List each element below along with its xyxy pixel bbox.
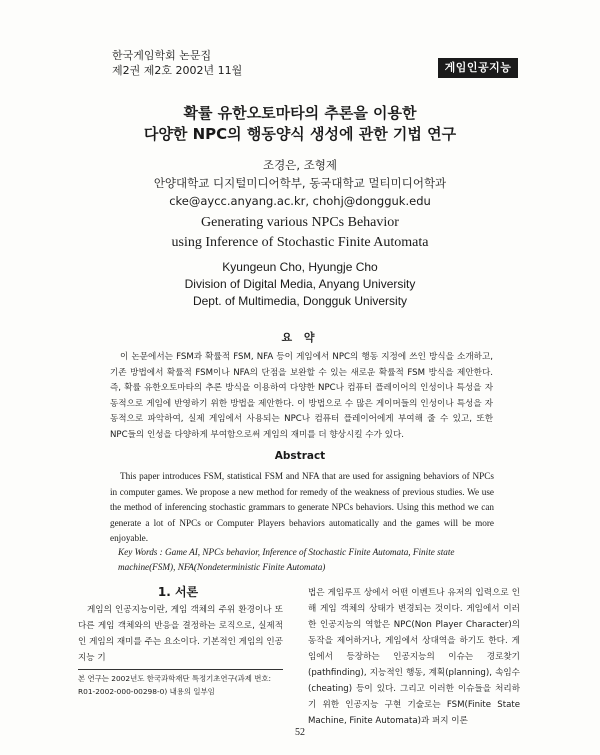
footnote-line-1: 본 연구는 2002년도 한국과학재단 특정기초연구(과제 번호: <box>78 674 271 683</box>
english-affiliation-2: Dept. of Multimedia, Dongguk University <box>192 294 408 308</box>
korean-title-line-2: 다양한 NPC의 행동양식 생성에 관한 기법 연구 <box>143 125 457 143</box>
english-abstract-text: This paper introduces FSM, statistical FSM and NFA that are used for assigning behaviors of NPCs in computer games. We propose a new method for remedy of the weakness of previous studies. We use the method of inferencing stochastic grammars to generate NPCs behaviors. Using this method we can generate a lot of NPCs or Computer Players behaviors automatically and the games will be more enjoyable. <box>110 471 494 543</box>
body-right-text: 법은 게임루프 상에서 어떤 이벤트나 유저의 입력으로 인해 게임 객체의 상태가 변경되는 것이다. 게임에서 이러한 인공지능의 역할은 NPC(Non Player Character)의 동작을 제어하거나, 게임에서 상대역을 하기도 한다. 게임에서 등장하는 인공지능의 이슈는 경로찾기(pathfinding), 지능적인 행동, 계획(planning), 속임수(cheating) 등이 있다. 그리고 이러한 이슈들을 처리하기 위한 인공지능 구현 기술로는 FSM(Finite State Machine, Finite Automata)과 퍼지 이론 <box>308 588 520 726</box>
korean-abstract-text: 이 논문에서는 FSM과 확률적 FSM, NFA 등이 게임에서 NPC의 행동 지정에 쓰인 방식을 소개하고, 기존 방법에서 확률적 FSM이나 NFA의 단점을 보완할 수 있는 새로운 확률적 FSM 방식을 제안한다. 즉, 확률 유한오토마타의 추론 방식을 이용하여 다양한 NPC나 컴퓨터 플레이어의 인성이나 특성을 자동적으로 게임에 반영하기 위한 방법을 제안한다. 이 방법으로 수 많은 게이머들의 인성이나 특성을 자동적으로 파악하여, 실제 게임에서 사용되는 NPC나 컴퓨터 플레이어에게 부여해 줄 수 있고, 또한 NPC들의 인성을 다양하게 부여함으로써 게임의 재미를 더 향상시킬 수가 있다. <box>110 352 493 440</box>
body-left-text: 게임의 인공지능이란, 게임 객체의 주위 환경이나 또 다른 게임 객체와의 반응을 결정하는 로직으로, 실제적인 게임의 재미를 주는 요소이다. 기본적인 게임의 인공지능 기 <box>78 605 283 663</box>
korean-title <box>0 103 600 145</box>
english-abstract-heading: Abstract <box>274 450 326 462</box>
english-affiliation-1: Division of Digital Media, Anyang University <box>184 277 416 291</box>
category-badge: 게임인공지능 <box>438 58 518 78</box>
journal-info <box>112 48 242 78</box>
korean-abstract <box>110 350 493 443</box>
author-emails: cke@aycc.anyang.ac.kr, chohj@dongguk.edu <box>169 194 431 208</box>
english-title-line-2: using Inference of Stochastic Finite Automata <box>171 235 429 250</box>
korean-abstract-heading: 요 약 <box>281 331 319 344</box>
keywords <box>118 545 498 575</box>
english-title <box>0 213 600 253</box>
footnote <box>78 672 288 698</box>
body-right-column <box>308 585 520 729</box>
footnote-line-2: R01-2002-000-00298-0) 내용의 일부임 <box>78 687 215 696</box>
english-title-line-1: Generating various NPCs Behavior <box>201 215 399 230</box>
page-number: 52 <box>295 727 305 738</box>
body-left-column <box>78 602 283 666</box>
korean-authors <box>0 156 600 210</box>
footnote-divider <box>78 669 283 670</box>
korean-title-line-1: 확률 유한오토마타의 추론을 이용한 <box>183 104 417 122</box>
korean-affiliation: 안양대학교 디지털미디어학부, 동국대학교 멀티미디어학과 <box>153 176 447 190</box>
section-title: 1. 서론 <box>157 585 199 599</box>
english-authors <box>0 259 600 310</box>
korean-author-names: 조경은, 조형제 <box>263 158 337 172</box>
journal-name: 한국게임학회 논문집 <box>112 49 212 62</box>
english-author-names: Kyungeun Cho, Hyungje Cho <box>222 260 378 274</box>
keywords-text: Key Words : Game AI, NPCs behavior, Inference of Stochastic Finite Automata, Finite state machine(FSM), NFA(Nondeterministic Finite Automata) <box>118 547 455 572</box>
english-abstract <box>110 469 494 547</box>
volume-info: 제2권 제2호 2002년 11월 <box>112 64 243 77</box>
